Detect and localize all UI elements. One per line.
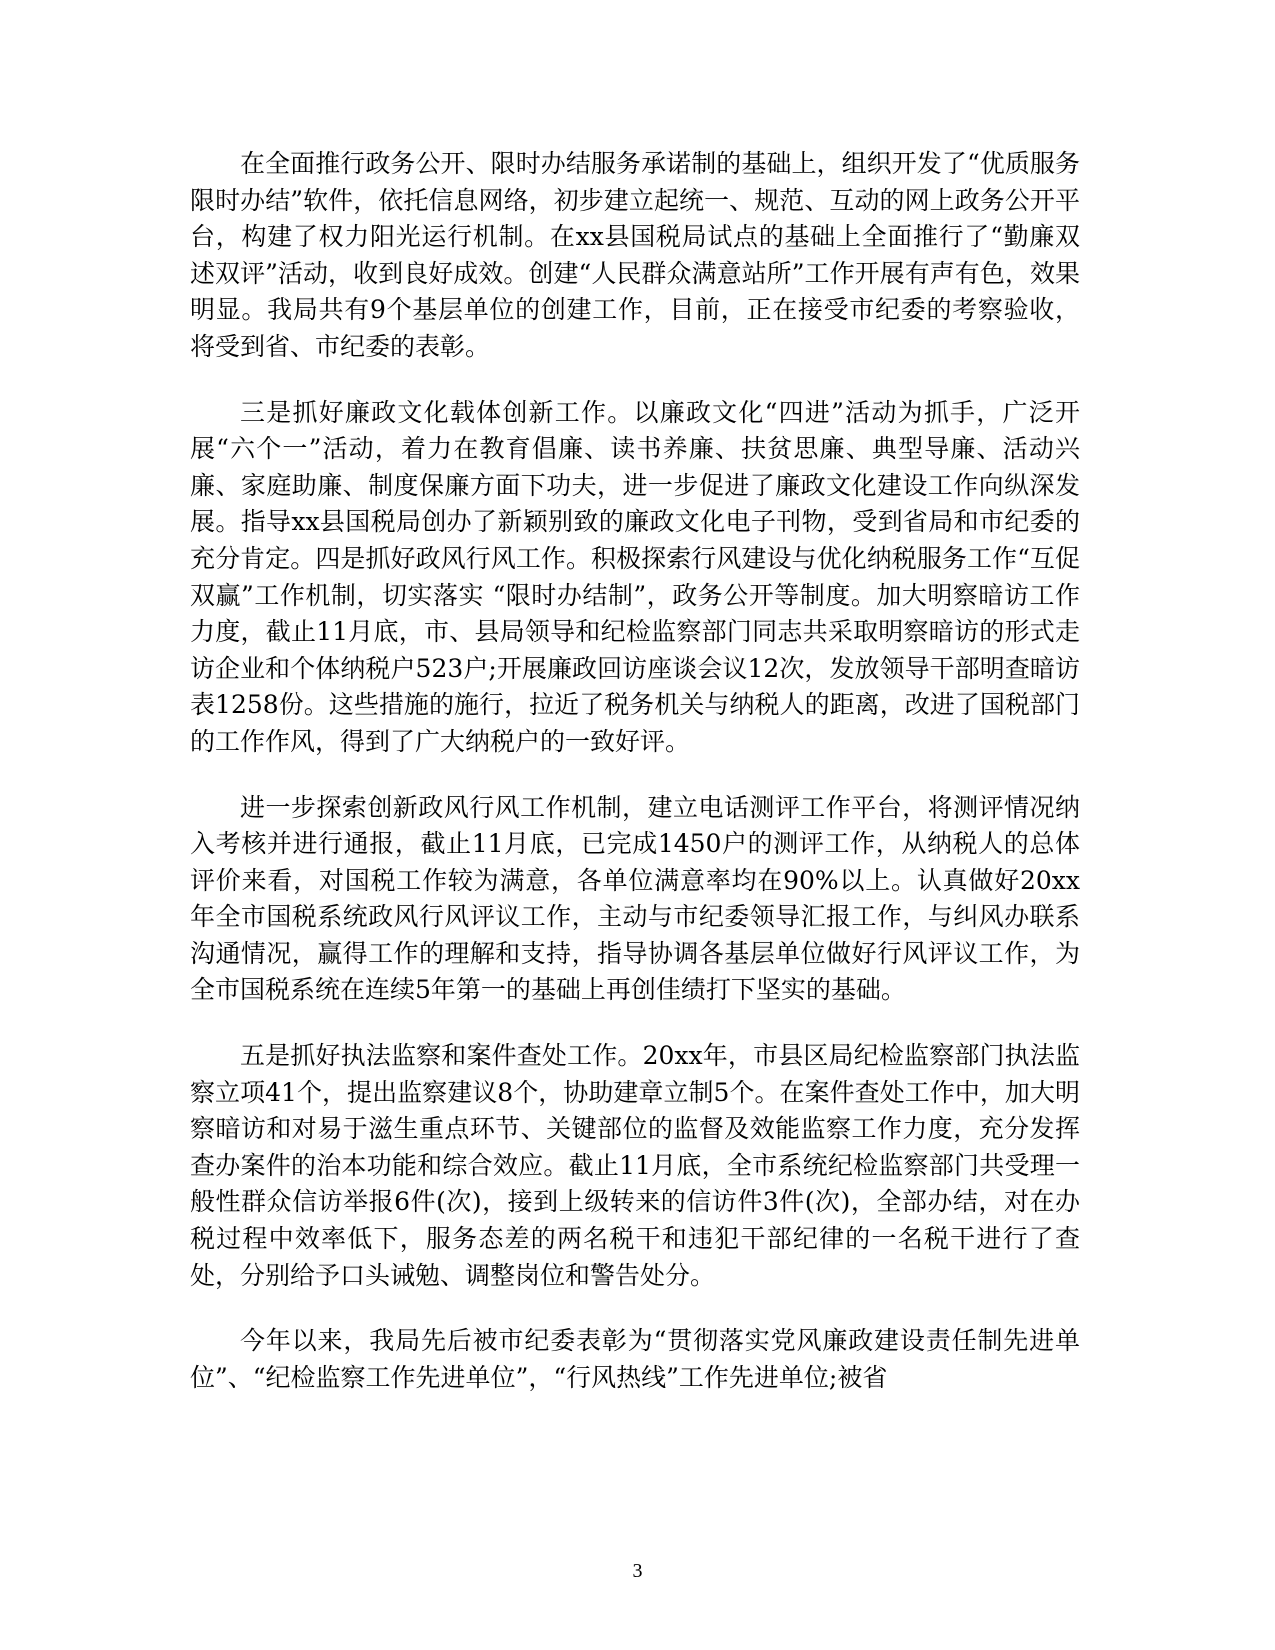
page-number: 3 [632, 1560, 643, 1582]
paragraph-4: 五是抓好执法监察和案件查处工作。20xx年，市县区局纪检监察部门执法监察立项41个，提出监察建议8个，协助建章立制5个。在案件查处工作中，加大明察暗访和对易于滋生重点环节、关键部位的监督及效能监察工作力度，充分发挥查办案件的治本功能和综合效应。截止11月底，全市系统纪检监察部门共受理一般性群众信访举报6件(次)，接到上级转来的信访件3件(次)，全部办结，对在办税过程中效率低下，服务态差的两名税干和违犯干部纪律的一名税干进行了查处，分别给予口头诫勉、调整岗位和警告处分。 [190, 1041, 1080, 1290]
paragraph-5: 今年以来，我局先后被市纪委表彰为“贯彻落实党风廉政建设责任制先进单位”、“纪检监察工作先进单位”，“行风热线”工作先进单位;被省 [190, 1326, 1080, 1392]
paragraph-1: 在全面推行政务公开、限时办结服务承诺制的基础上，组织开发了“优质服务限时办结”软件，依托信息网络，初步建立起统一、规范、互动的网上政务公开平台，构建了权力阳光运行机制。在xx县国税局试点的基础上全面推行了“勤廉双述双评”活动，收到良好成效。创建“人民群众满意站所”工作开展有声有色，效果明显。我局共有9个基层单位的创建工作，目前，正在接受市纪委的考察验收，将受到省、市纪委的表彰。 [190, 149, 1080, 361]
paragraph-3: 进一步探索创新政风行风工作机制，建立电话测评工作平台，将测评情况纳入考核并进行通报，截止11月底，已完成1450户的测评工作，从纳税人的总体评价来看，对国税工作较为满意，各单位满意率均在90%以上。认真做好20xx年全市国税系统政风行风评议工作，主动与市纪委领导汇报工作，与纠风办联系沟通情况，赢得工作的理解和支持，指导协调各基层单位做好行风评议工作，为全市国税系统在连续5年第一的基础上再创佳绩打下坚实的基础。 [190, 792, 1080, 1005]
paragraph-2: 三是抓好廉政文化载体创新工作。以廉政文化“四进”活动为抓手，广泛开展“六个一”活动，着力在教育倡廉、读书养廉、扶贫思廉、典型导廉、活动兴廉、家庭助廉、制度保廉方面下功夫，进一步促进了廉政文化建设工作向纵深发展。指导xx县国税局创办了新颖别致的廉政文化电子刊物，受到省局和市纪委的充分肯定。四是抓好政风行风工作。积极探索行风建设与优化纳税服务工作“互促双赢”工作机制，切实落实 “限时办结制”，政务公开等制度。加大明察暗访工作力度，截止11月底，市、县局领导和纪检监察部门同志共采取明察暗访的形式走访企业和个体纳税户523户;开展廉政回访座谈会议12次，发放领导干部明查暗访表1258份。这些措施的施行，拉近了税务机关与纳税人的距离，改进了国税部门的工作作风，得到了广大纳税户的一致好评。 [190, 397, 1080, 756]
document-body [190, 146, 1080, 1425]
